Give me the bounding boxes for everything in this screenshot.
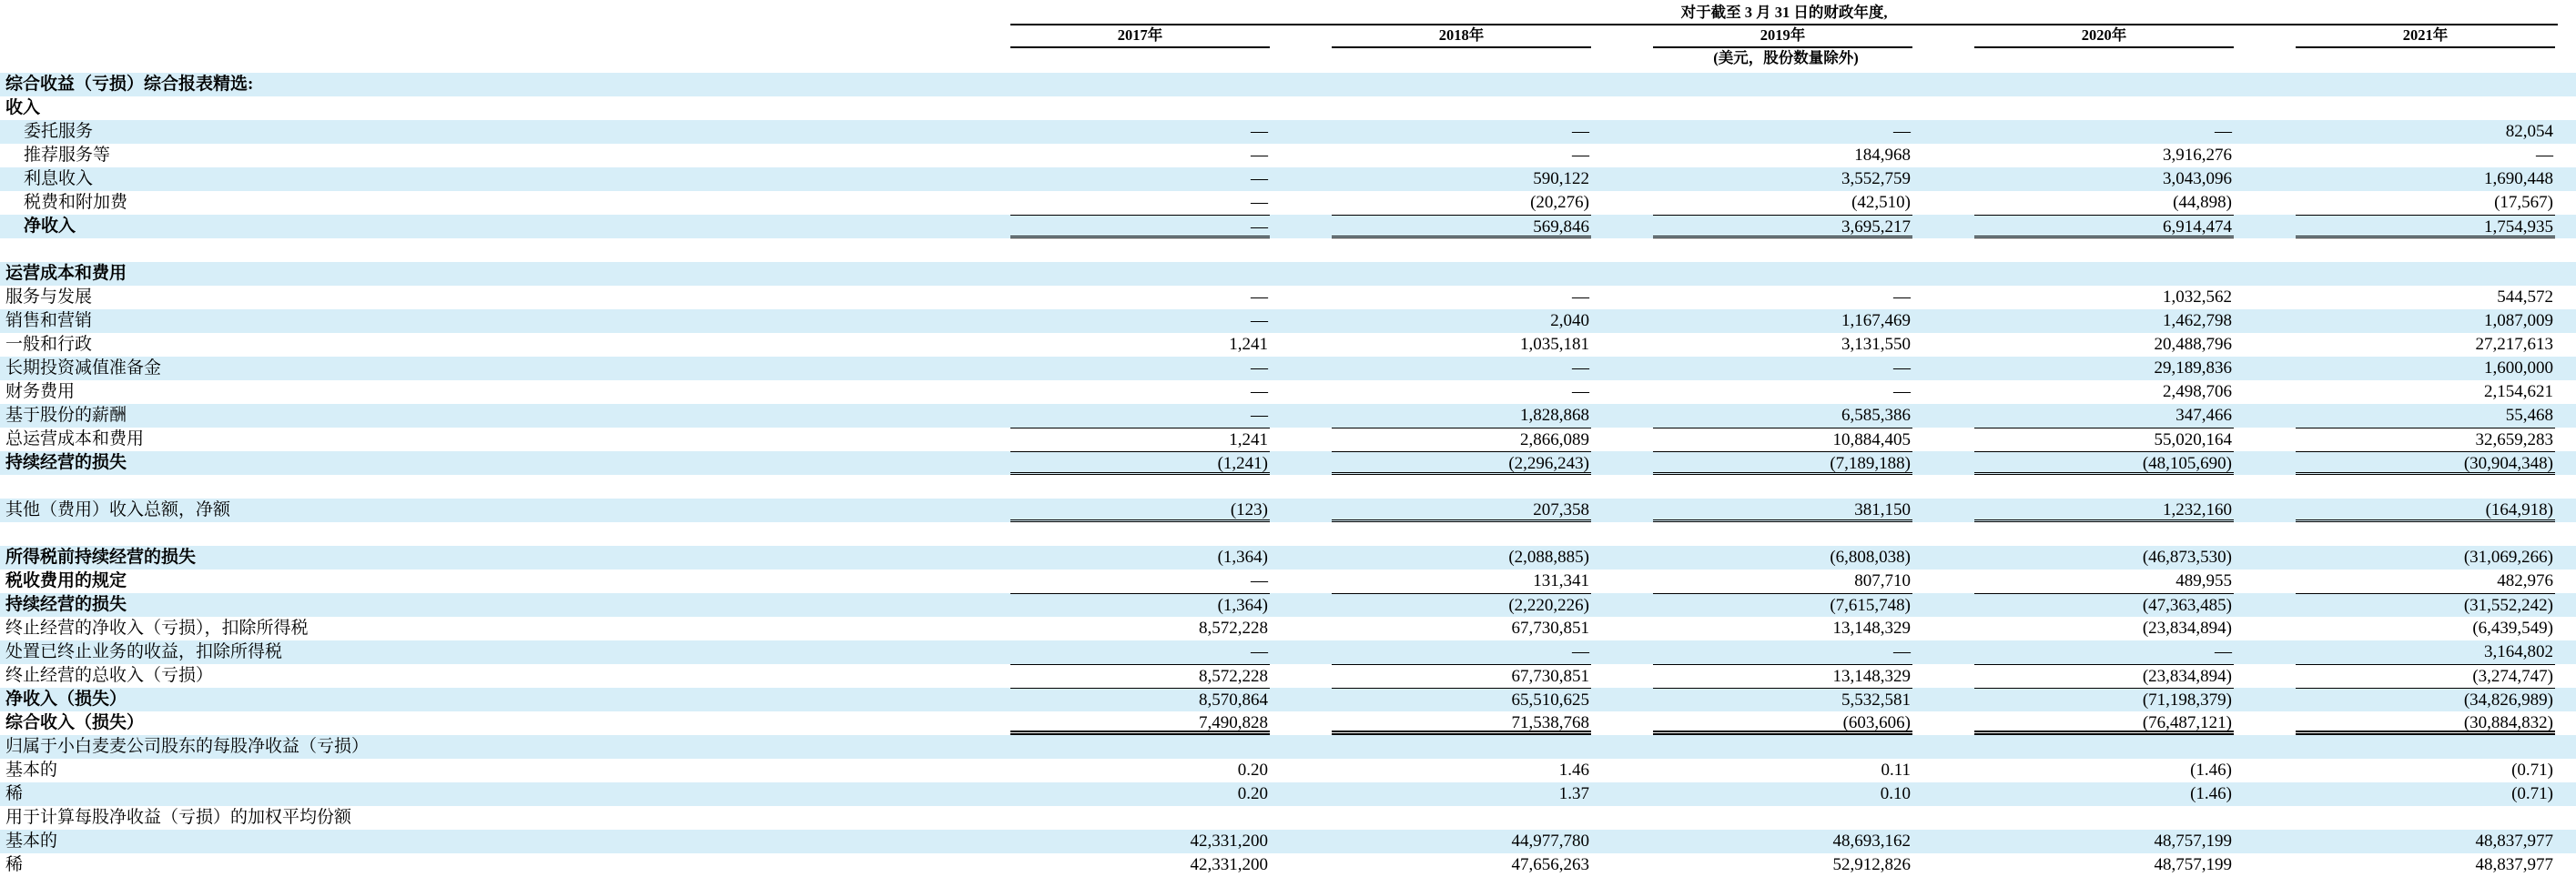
row-label: 所得税前持续经营的损失 — [5, 548, 197, 567]
value-cell: (30,904,348) — [2296, 451, 2555, 475]
value-cell: 65,510,625 — [1332, 688, 1591, 711]
value-cell: (47,363,485) — [1974, 593, 2234, 617]
table-row — [0, 167, 2576, 191]
year-header-3: 2019年 — [1653, 26, 1912, 48]
value-cell: (7,615,748) — [1653, 593, 1912, 617]
table-row — [0, 96, 2576, 120]
value-cell: (1.46) — [2190, 761, 2232, 780]
row-label: 一般和行政 — [5, 335, 93, 354]
row-label: 运营成本和费用 — [5, 264, 127, 283]
value-cell: (1,364) — [1217, 548, 1268, 567]
table-row — [0, 357, 2576, 380]
value-cell: (46,873,530) — [2142, 548, 2232, 567]
value-cell: 13,148,329 — [1653, 664, 1912, 688]
value-cell: 131,341 — [1533, 571, 1589, 590]
value-cell: 82,054 — [2505, 122, 2553, 141]
value-cell: — — [1251, 406, 1268, 425]
value-cell: 1,828,868 — [1520, 406, 1589, 425]
value-cell: 47,656,263 — [1511, 855, 1589, 874]
table-row — [0, 191, 2576, 215]
value-cell: 10,884,405 — [1653, 428, 1912, 451]
value-cell: 3,043,096 — [2163, 169, 2232, 188]
value-cell: 489,955 — [2175, 571, 2232, 590]
value-cell: 48,757,199 — [2154, 855, 2232, 874]
table-row — [0, 309, 2576, 333]
value-cell: — — [1893, 122, 1911, 141]
table-row — [0, 451, 2576, 475]
value-cell: 3,916,276 — [2163, 146, 2232, 165]
value-cell: — — [1893, 287, 1911, 307]
row-label: 终止经营的总收入（亏损） — [5, 666, 214, 685]
value-cell: 32,659,283 — [2296, 428, 2555, 451]
value-cell: — — [2536, 146, 2553, 165]
value-cell: 1,167,469 — [1841, 311, 1911, 330]
value-cell: — — [1572, 146, 1589, 165]
table-row — [0, 73, 2576, 96]
value-cell: 1,032,562 — [2163, 287, 2232, 307]
value-cell: (6,439,549) — [2472, 619, 2553, 638]
value-cell: (76,487,121) — [1974, 711, 2234, 735]
value-cell: 48,837,977 — [2475, 855, 2553, 874]
table-row — [0, 428, 2576, 451]
value-cell: 1,600,000 — [2484, 358, 2553, 378]
row-label: 销售和营销 — [5, 311, 93, 330]
table-row — [0, 380, 2576, 404]
value-cell: (7,189,188) — [1653, 451, 1912, 475]
value-cell: (17,567) — [2494, 193, 2553, 212]
value-cell: 1,754,935 — [2296, 215, 2555, 238]
value-cell: — — [1251, 382, 1268, 401]
value-cell: (6,808,038) — [1830, 548, 1911, 567]
value-cell: — — [1572, 122, 1589, 141]
value-cell: — — [1251, 193, 1268, 212]
table-row — [0, 806, 2576, 830]
value-cell: (31,069,266) — [2463, 548, 2553, 567]
value-cell: (3,274,747) — [2296, 664, 2555, 688]
table-row — [0, 593, 2576, 617]
value-cell: 55,020,164 — [1974, 428, 2234, 451]
table-row — [0, 144, 2576, 167]
value-cell: (603,606) — [1653, 711, 1912, 735]
row-label: 综合收入（损失） — [5, 713, 145, 732]
value-cell: 1,462,798 — [2163, 311, 2232, 330]
row-label: 处置已终止业务的收益，扣除所得税 — [5, 642, 283, 661]
value-cell: 0.10 — [1880, 784, 1911, 803]
value-cell: (23,834,894) — [1974, 664, 2234, 688]
value-cell: — — [1572, 382, 1589, 401]
value-cell: 42,331,200 — [1190, 832, 1268, 851]
value-cell: 569,846 — [1332, 215, 1591, 238]
value-cell: — — [1572, 642, 1589, 661]
value-cell: (20,276) — [1530, 193, 1589, 212]
row-label: 稀 — [5, 784, 24, 803]
value-cell: (31,552,242) — [2296, 593, 2555, 617]
value-cell: — — [1251, 311, 1268, 330]
table-row — [0, 120, 2576, 144]
value-cell: 3,695,217 — [1653, 215, 1912, 238]
table-row — [0, 688, 2576, 711]
value-cell: — — [1893, 358, 1911, 378]
value-cell: — — [2215, 122, 2232, 141]
table-row — [0, 570, 2576, 593]
row-label: 持续经营的损失 — [5, 595, 127, 614]
value-cell: 1,232,160 — [1974, 499, 2234, 522]
table-row — [0, 522, 2576, 546]
row-label: 税收费用的规定 — [5, 571, 127, 590]
value-cell: 52,912,826 — [1832, 855, 1911, 874]
value-cell: 42,331,200 — [1190, 855, 1268, 874]
value-cell: — — [2215, 642, 2232, 661]
value-cell: — — [1251, 122, 1268, 141]
value-cell: — — [1251, 169, 1268, 188]
value-cell: (42,510) — [1851, 193, 1911, 212]
value-cell: 3,164,802 — [2484, 642, 2553, 661]
value-cell: 1,241 — [1010, 428, 1270, 451]
value-cell: 8,570,864 — [1010, 688, 1270, 711]
value-cell: — — [1893, 382, 1911, 401]
row-label: 归属于小白麦麦公司股东的每股净收益（亏损） — [5, 737, 370, 756]
value-cell: 8,572,228 — [1199, 619, 1268, 638]
value-cell: 48,757,199 — [2154, 832, 2232, 851]
table-row — [0, 333, 2576, 357]
value-cell: 13,148,329 — [1832, 619, 1911, 638]
row-label: 其他（费用）收入总额，净额 — [5, 500, 231, 519]
table-row — [0, 262, 2576, 286]
value-cell: 20,488,796 — [2154, 335, 2232, 354]
value-cell: — — [1893, 642, 1911, 661]
row-label: 长期投资减值准备金 — [5, 358, 162, 378]
value-cell: 67,730,851 — [1332, 664, 1591, 688]
table-row — [0, 640, 2576, 664]
value-cell: — — [1251, 642, 1268, 661]
year-header-4: 2020年 — [1974, 26, 2234, 48]
value-cell: (48,105,690) — [1974, 451, 2234, 475]
value-cell: (0.71) — [2511, 761, 2553, 780]
value-cell: 807,710 — [1854, 571, 1911, 590]
value-cell: (0.71) — [2511, 784, 2553, 803]
value-cell: 3,552,759 — [1841, 169, 1911, 188]
table-row — [0, 782, 2576, 806]
value-cell: 27,217,613 — [2475, 335, 2553, 354]
value-cell: 1.46 — [1558, 761, 1589, 780]
row-label: 用于计算每股净收益（亏损）的加权平均份额 — [5, 808, 352, 827]
value-cell: 381,150 — [1653, 499, 1912, 522]
table-row — [0, 735, 2576, 759]
table-row — [0, 499, 2576, 522]
table-row — [0, 853, 2576, 877]
value-cell: 1,035,181 — [1520, 335, 1589, 354]
row-label: 基本的 — [5, 761, 58, 780]
value-cell: 2,498,706 — [2163, 382, 2232, 401]
value-cell: 0.20 — [1237, 784, 1268, 803]
value-cell: 590,122 — [1533, 169, 1589, 188]
value-cell: 55,468 — [2505, 406, 2553, 425]
table-row — [0, 830, 2576, 853]
value-cell: 7,490,828 — [1010, 711, 1270, 735]
table-row — [0, 286, 2576, 309]
value-cell: 48,837,977 — [2475, 832, 2553, 851]
value-cell: 44,977,780 — [1511, 832, 1589, 851]
value-cell: 8,572,228 — [1010, 664, 1270, 688]
value-cell: 1,690,448 — [2484, 169, 2553, 188]
value-cell: 5,532,581 — [1653, 688, 1912, 711]
value-cell: 1,241 — [1229, 335, 1268, 354]
value-cell: (1,241) — [1010, 451, 1270, 475]
row-label: 终止经营的净收入（亏损），扣除所得税 — [5, 619, 309, 638]
value-cell: 1.37 — [1558, 784, 1589, 803]
row-label: 利息收入 — [24, 169, 94, 188]
value-cell: 544,572 — [2497, 287, 2553, 307]
row-label: 收入 — [5, 98, 41, 117]
value-cell: — — [1572, 287, 1589, 307]
value-cell: (164,918) — [2296, 499, 2555, 522]
value-cell: — — [1251, 571, 1268, 590]
value-cell: (23,834,894) — [2142, 619, 2232, 638]
table-row — [0, 475, 2576, 499]
table-row — [0, 238, 2576, 262]
value-cell: (2,220,226) — [1332, 593, 1591, 617]
row-label: 税费和附加费 — [24, 193, 128, 212]
row-label: 净收入 — [24, 217, 76, 236]
table-row — [0, 404, 2576, 428]
table-row — [0, 546, 2576, 570]
value-cell: 2,040 — [1550, 311, 1589, 330]
value-cell: 6,914,474 — [1974, 215, 2234, 238]
value-cell: 347,466 — [2175, 406, 2232, 425]
row-label: 基本的 — [5, 832, 58, 851]
value-cell: — — [1572, 358, 1589, 378]
row-label: 持续经营的损失 — [5, 453, 127, 472]
value-cell: (71,198,379) — [1974, 688, 2234, 711]
value-cell: 0.11 — [1881, 761, 1911, 780]
year-header-2: 2018年 — [1332, 26, 1591, 48]
row-label: 财务费用 — [5, 382, 76, 401]
table-row — [0, 664, 2576, 688]
value-cell: 2,154,621 — [2484, 382, 2553, 401]
value-cell: (123) — [1010, 499, 1270, 522]
row-label: 基于股份的薪酬 — [5, 406, 127, 425]
value-cell: 3,131,550 — [1841, 335, 1911, 354]
fiscal-year-header: 对于截至 3 月 31 日的财政年度, — [1010, 4, 2558, 25]
table-row — [0, 759, 2576, 782]
value-cell: (1.46) — [2190, 784, 2232, 803]
value-cell: 71,538,768 — [1332, 711, 1591, 735]
value-cell: 67,730,851 — [1511, 619, 1589, 638]
value-cell: 6,585,386 — [1841, 406, 1911, 425]
row-label: 稀 — [5, 855, 24, 874]
value-cell: — — [1251, 287, 1268, 307]
value-cell: (2,296,243) — [1332, 451, 1591, 475]
value-cell: — — [1251, 146, 1268, 165]
value-cell: (2,088,885) — [1508, 548, 1589, 567]
row-label: 总运营成本和费用 — [5, 429, 145, 449]
value-cell: 2,866,089 — [1332, 428, 1591, 451]
value-cell: 482,976 — [2497, 571, 2553, 590]
value-cell: 1,087,009 — [2484, 311, 2553, 330]
value-cell: (1,364) — [1010, 593, 1270, 617]
row-label: 综合收益（亏损）综合报表精选: — [5, 75, 254, 94]
value-cell: (30,884,832) — [2296, 711, 2555, 735]
value-cell: (44,898) — [2173, 193, 2232, 212]
value-cell: 29,189,836 — [2154, 358, 2232, 378]
value-cell: 207,358 — [1332, 499, 1591, 522]
value-cell: — — [1251, 358, 1268, 378]
row-label: 服务与发展 — [5, 287, 93, 307]
unit-note: (美元，股份数量除外) — [1713, 49, 1859, 66]
value-cell: (34,826,989) — [2296, 688, 2555, 711]
row-label: 委托服务 — [24, 122, 94, 141]
row-label: 净收入（损失） — [5, 690, 127, 709]
value-cell: 184,968 — [1854, 146, 1911, 165]
row-label: 推荐服务等 — [24, 146, 111, 165]
year-header-5: 2021年 — [2296, 26, 2555, 48]
value-cell: — — [1010, 215, 1270, 238]
table-row — [0, 617, 2576, 640]
table-row — [0, 215, 2576, 238]
value-cell: 0.20 — [1237, 761, 1268, 780]
value-cell: 48,693,162 — [1832, 832, 1911, 851]
table-row — [0, 711, 2576, 735]
year-header-1: 2017年 — [1010, 26, 1270, 48]
